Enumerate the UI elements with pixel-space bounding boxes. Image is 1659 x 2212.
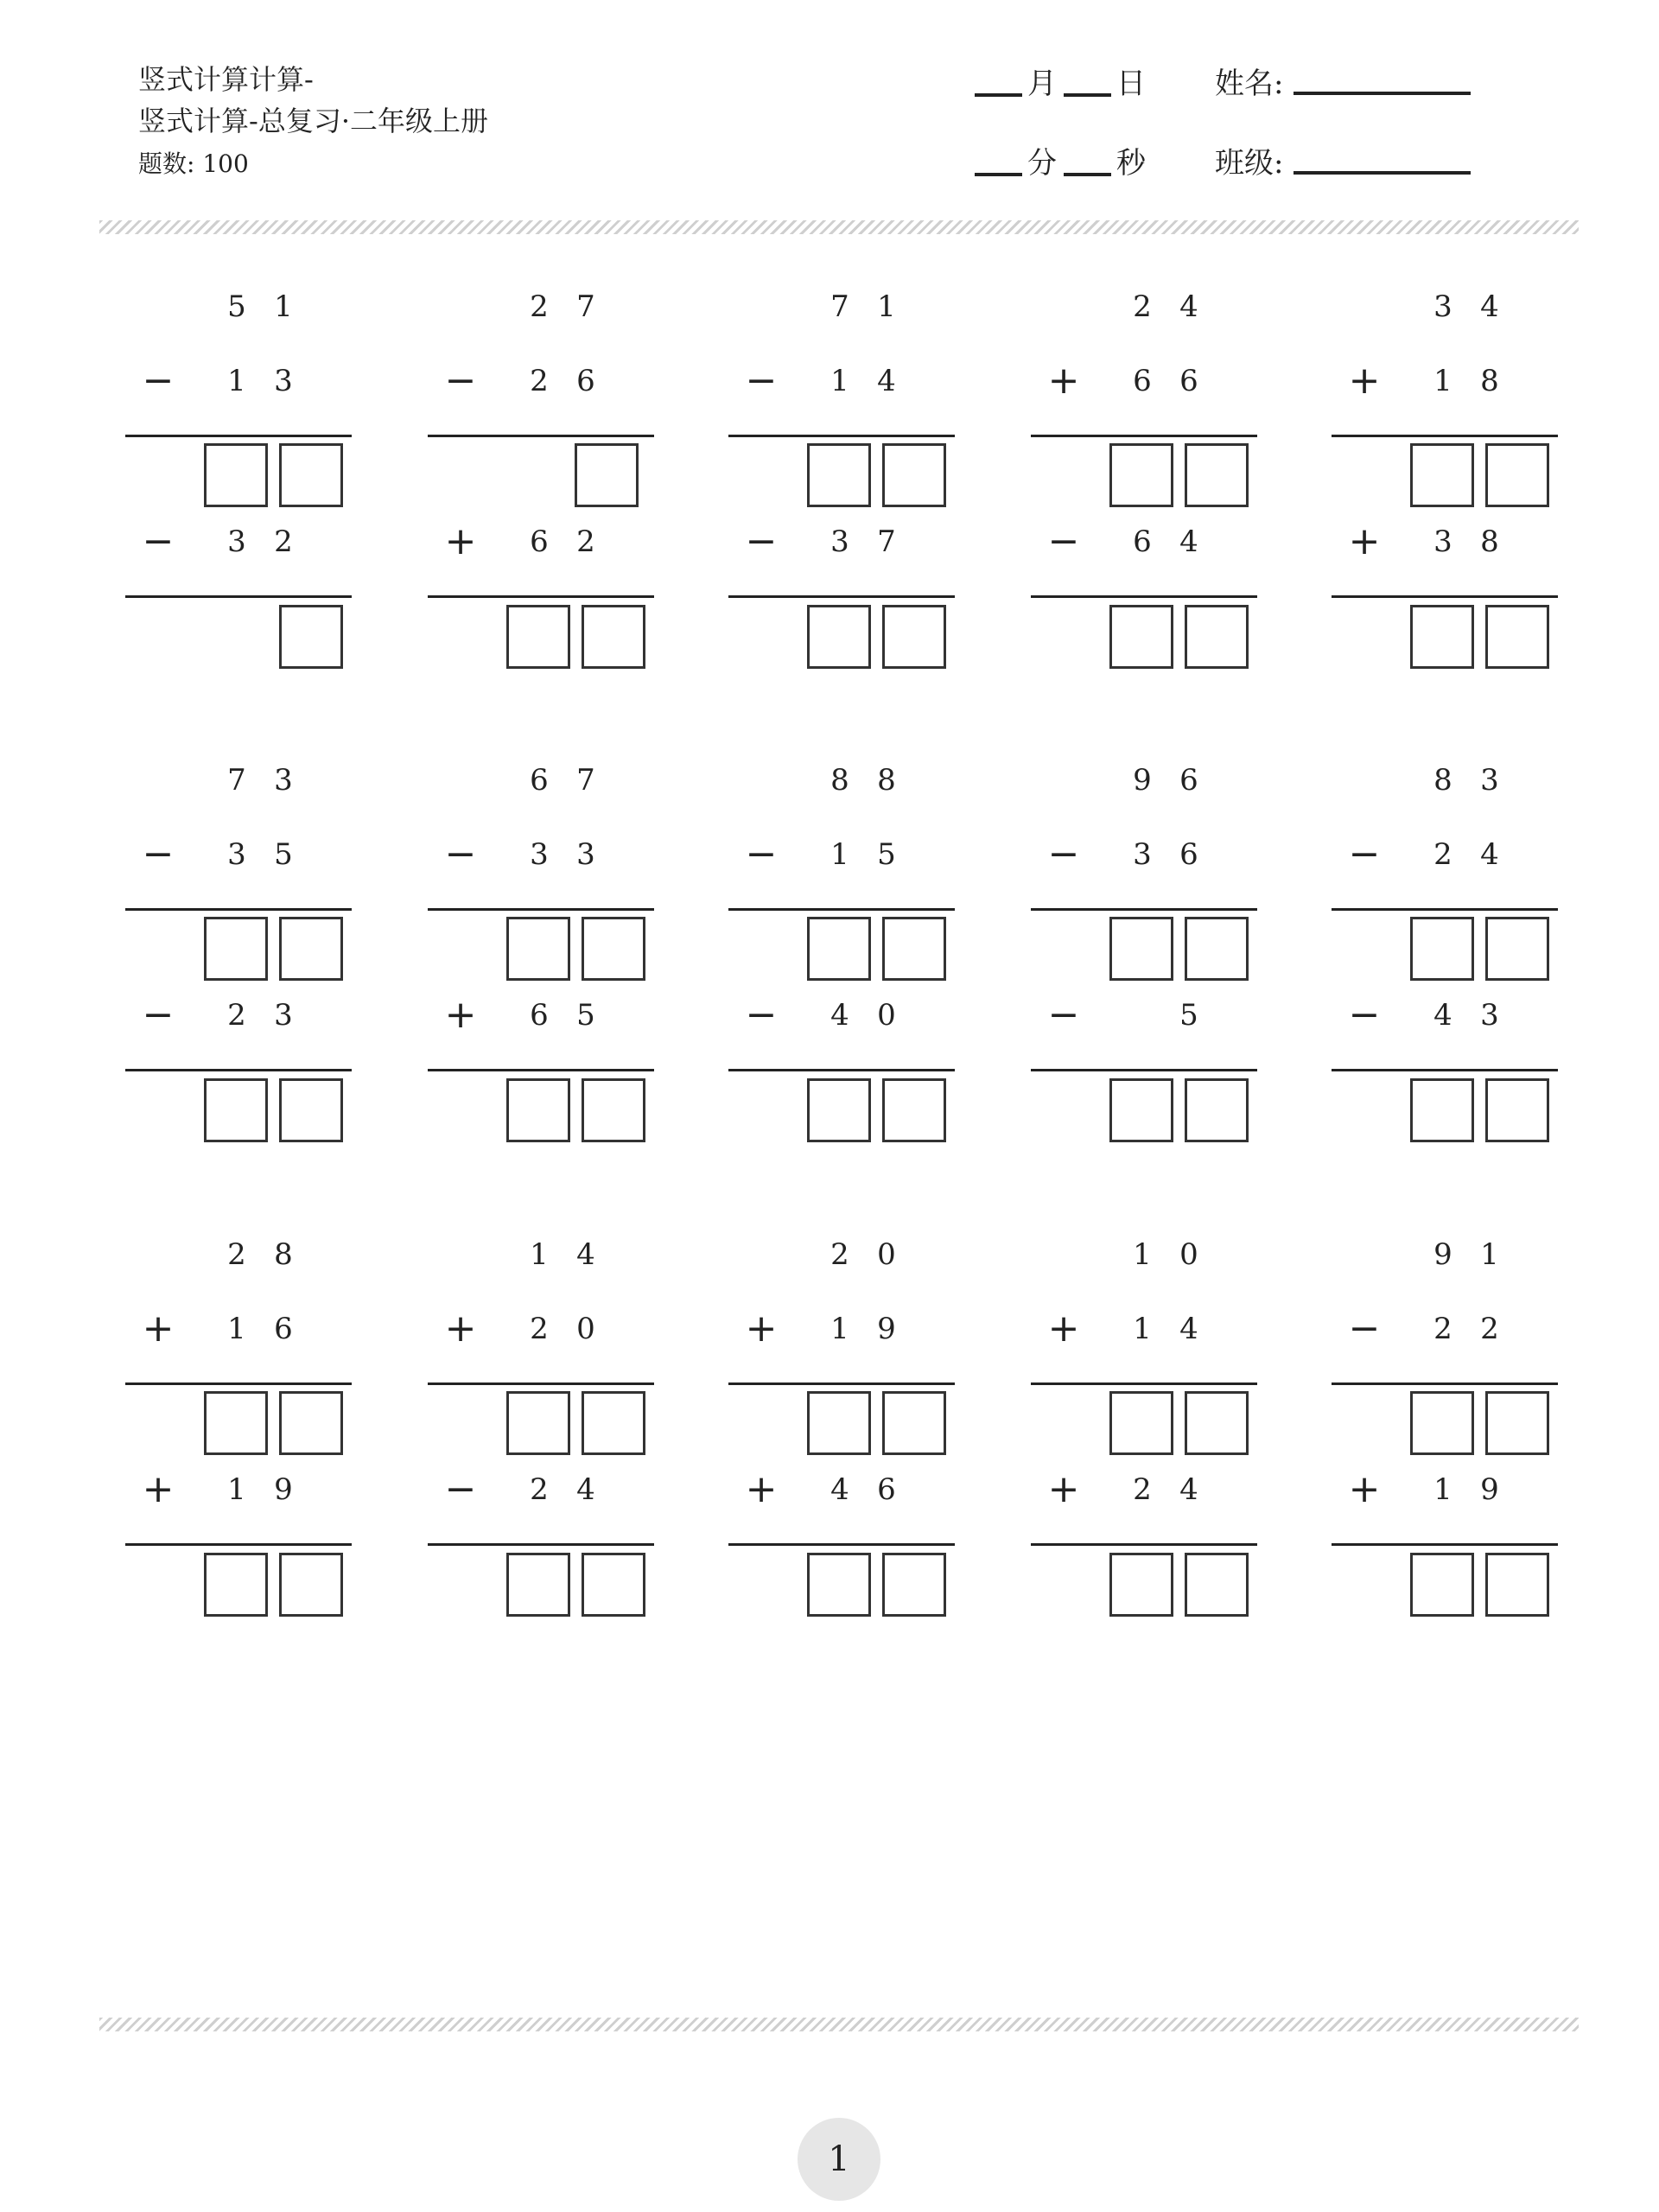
answer-box[interactable] — [204, 443, 268, 507]
vertical-problem — [125, 289, 352, 717]
answer-box[interactable] — [1485, 443, 1549, 507]
vertical-problem — [728, 289, 955, 717]
tens-digit: 1 — [227, 1472, 246, 1507]
answer-box[interactable] — [807, 917, 871, 981]
answer-box[interactable] — [1109, 917, 1173, 981]
ones-digit: 3 — [274, 763, 293, 798]
vertical-problem — [1031, 1237, 1257, 1665]
header-left — [138, 59, 488, 181]
tens-digit: 1 — [830, 1312, 849, 1346]
worksheet-subtitle: 竖式计算-总复习·二年级上册 — [138, 105, 488, 137]
answer-box[interactable] — [1185, 917, 1249, 981]
vertical-problem — [125, 1237, 352, 1665]
operator-sign: + — [1047, 1467, 1080, 1511]
sum-line — [1031, 595, 1257, 598]
tens-digit: 2 — [530, 1472, 549, 1507]
tens-digit: 9 — [1133, 763, 1152, 798]
answer-box[interactable] — [1410, 605, 1474, 669]
ones-digit: 2 — [576, 524, 595, 559]
minute-blank[interactable] — [975, 173, 1022, 176]
vertical-problem — [1332, 1237, 1558, 1665]
operator-sign: − — [745, 519, 778, 563]
ones-digit: 2 — [1480, 1312, 1499, 1346]
ones-digit: 6 — [877, 1472, 896, 1507]
tens-digit: 7 — [227, 763, 246, 798]
ones-digit: 6 — [1179, 763, 1198, 798]
tens-digit: 6 — [530, 763, 549, 798]
answer-box[interactable] — [807, 1078, 871, 1142]
month-label: 月 — [1027, 67, 1057, 101]
sum-line — [1332, 1382, 1558, 1385]
ones-digit: 4 — [1480, 289, 1499, 324]
ones-digit: 8 — [1480, 364, 1499, 398]
operator-sign: − — [1047, 832, 1080, 876]
ones-digit: 8 — [274, 1237, 293, 1272]
sum-line — [1031, 1543, 1257, 1546]
answer-box[interactable] — [807, 605, 871, 669]
answer-box[interactable] — [204, 917, 268, 981]
tens-digit: 2 — [530, 364, 549, 398]
ones-digit: 8 — [1480, 524, 1499, 559]
ones-digit: 4 — [1179, 1312, 1198, 1346]
tens-digit: 7 — [830, 289, 849, 324]
ones-digit: 5 — [1179, 998, 1198, 1033]
ones-digit: 5 — [274, 837, 293, 872]
operator-sign: − — [1348, 832, 1381, 876]
tens-digit: 2 — [1133, 1472, 1152, 1507]
tens-digit: 1 — [227, 1312, 246, 1346]
sum-line — [125, 1382, 352, 1385]
tens-digit: 6 — [1133, 524, 1152, 559]
second-label: 秒 — [1116, 146, 1146, 181]
ones-digit: 2 — [274, 524, 293, 559]
answer-box[interactable] — [1109, 443, 1173, 507]
tens-digit: 6 — [530, 998, 549, 1033]
operator-sign: − — [1047, 993, 1080, 1037]
page-number: 1 — [798, 2118, 880, 2201]
ones-digit: 7 — [576, 289, 595, 324]
tens-digit: 9 — [1433, 1237, 1452, 1272]
answer-box[interactable] — [279, 917, 343, 981]
sum-line — [728, 1543, 955, 1546]
operator-sign: − — [444, 1467, 477, 1511]
ones-digit: 0 — [877, 998, 896, 1033]
sum-line — [728, 435, 955, 437]
name-label: 姓名: — [1215, 67, 1284, 101]
tens-digit: 6 — [1133, 364, 1152, 398]
answer-box[interactable] — [1185, 605, 1249, 669]
ones-digit: 6 — [576, 364, 595, 398]
sum-line — [1031, 1382, 1257, 1385]
answer-box[interactable] — [506, 1078, 570, 1142]
answer-box[interactable] — [882, 1391, 946, 1455]
sum-line — [125, 435, 352, 437]
answer-box[interactable] — [882, 917, 946, 981]
question-count: 题数: 100 — [138, 149, 249, 178]
ones-digit: 4 — [576, 1472, 595, 1507]
tens-digit: 1 — [1133, 1237, 1152, 1272]
answer-box[interactable] — [1410, 1553, 1474, 1617]
answer-box[interactable] — [204, 1553, 268, 1617]
answer-box[interactable] — [279, 443, 343, 507]
operator-sign: + — [444, 1306, 477, 1351]
operator-sign: + — [444, 993, 477, 1037]
ones-digit: 6 — [274, 1312, 293, 1346]
sum-line — [1332, 1069, 1558, 1071]
answer-box[interactable] — [1185, 1391, 1249, 1455]
operator-sign: − — [745, 993, 778, 1037]
answer-box[interactable] — [1410, 917, 1474, 981]
answer-box[interactable] — [506, 1553, 570, 1617]
sum-line — [428, 595, 654, 598]
tens-digit: 4 — [830, 998, 849, 1033]
operator-sign: + — [745, 1306, 778, 1351]
ones-digit: 5 — [877, 837, 896, 872]
tens-digit: 1 — [1433, 1472, 1452, 1507]
ones-digit: 1 — [1480, 1237, 1499, 1272]
ones-digit: 4 — [1480, 837, 1499, 872]
vertical-problem — [428, 289, 654, 717]
operator-sign: + — [142, 1306, 175, 1351]
answer-box[interactable] — [882, 1078, 946, 1142]
month-blank[interactable] — [975, 93, 1022, 97]
operator-sign: − — [745, 832, 778, 876]
sum-line — [728, 1069, 955, 1071]
bottom-divider — [99, 2018, 1579, 2031]
sum-line — [728, 1382, 955, 1385]
ones-digit: 4 — [576, 1237, 595, 1272]
minute-label: 分 — [1027, 146, 1057, 181]
operator-sign: + — [1348, 519, 1381, 563]
answer-box[interactable] — [575, 443, 639, 507]
answer-box[interactable] — [1410, 1078, 1474, 1142]
operator-sign: − — [1047, 519, 1080, 563]
ones-digit: 6 — [1179, 364, 1198, 398]
sum-line — [428, 1543, 654, 1546]
sum-line — [125, 1069, 352, 1071]
answer-box[interactable] — [582, 1391, 645, 1455]
answer-box[interactable] — [506, 1391, 570, 1455]
tens-digit: 5 — [227, 289, 246, 324]
tens-digit: 3 — [1133, 837, 1152, 872]
ones-digit: 3 — [274, 998, 293, 1033]
answer-box[interactable] — [1485, 917, 1549, 981]
answer-box[interactable] — [1485, 1391, 1549, 1455]
answer-box[interactable] — [882, 443, 946, 507]
ones-digit: 5 — [576, 998, 595, 1033]
operator-sign: + — [444, 519, 477, 563]
operator-sign: − — [444, 359, 477, 403]
sum-line — [1332, 1543, 1558, 1546]
tens-digit: 2 — [227, 1237, 246, 1272]
answer-box[interactable] — [882, 1553, 946, 1617]
sum-line — [1332, 908, 1558, 911]
answer-box[interactable] — [807, 1391, 871, 1455]
answer-box[interactable] — [1109, 605, 1173, 669]
tens-digit: 1 — [1133, 1312, 1152, 1346]
class-label: 班级: — [1215, 146, 1284, 181]
operator-sign: − — [1348, 993, 1381, 1037]
sum-line — [428, 1382, 654, 1385]
day-blank[interactable] — [1064, 93, 1111, 97]
ones-digit: 9 — [877, 1312, 896, 1346]
day-label: 日 — [1116, 67, 1146, 101]
sum-line — [125, 595, 352, 598]
ones-digit: 1 — [274, 289, 293, 324]
tens-digit: 2 — [530, 1312, 549, 1346]
ones-digit: 0 — [877, 1237, 896, 1272]
vertical-problem — [728, 763, 955, 1191]
operator-sign: + — [142, 1467, 175, 1511]
answer-box[interactable] — [1185, 1078, 1249, 1142]
answer-box[interactable] — [204, 1391, 268, 1455]
header-right — [975, 60, 1471, 181]
ones-digit: 4 — [877, 364, 896, 398]
ones-digit: 9 — [274, 1472, 293, 1507]
operator-sign: + — [1348, 1467, 1381, 1511]
answer-box[interactable] — [279, 1553, 343, 1617]
tens-digit: 1 — [1433, 364, 1452, 398]
tens-digit: 2 — [1433, 1312, 1452, 1346]
vertical-problem — [125, 763, 352, 1191]
tens-digit: 2 — [530, 289, 549, 324]
ones-digit: 4 — [1179, 524, 1198, 559]
answer-box[interactable] — [279, 1391, 343, 1455]
ones-digit: 4 — [1179, 1472, 1198, 1507]
vertical-problem — [1332, 763, 1558, 1191]
operator-sign: + — [745, 1467, 778, 1511]
answer-box[interactable] — [882, 605, 946, 669]
tens-digit: 2 — [227, 998, 246, 1033]
worksheet-title: 竖式计算计算- — [138, 63, 314, 96]
ones-digit: 1 — [877, 289, 896, 324]
answer-box[interactable] — [1109, 1078, 1173, 1142]
answer-box[interactable] — [1485, 605, 1549, 669]
tens-digit: 2 — [1433, 837, 1452, 872]
ones-digit: 6 — [1179, 837, 1198, 872]
answer-box[interactable] — [582, 1553, 645, 1617]
second-blank[interactable] — [1064, 173, 1111, 176]
answer-box[interactable] — [1410, 1391, 1474, 1455]
ones-digit: 3 — [274, 364, 293, 398]
vertical-problem — [1031, 763, 1257, 1191]
operator-sign: − — [1348, 1306, 1381, 1351]
answer-box[interactable] — [506, 917, 570, 981]
tens-digit: 6 — [530, 524, 549, 559]
name-field[interactable] — [1294, 92, 1471, 95]
answer-box[interactable] — [1109, 1553, 1173, 1617]
sum-line — [728, 908, 955, 911]
tens-digit: 1 — [830, 364, 849, 398]
sum-line — [428, 908, 654, 911]
tens-digit: 3 — [830, 524, 849, 559]
answer-box[interactable] — [1109, 1391, 1173, 1455]
answer-box[interactable] — [1185, 443, 1249, 507]
tens-digit: 3 — [1433, 289, 1452, 324]
ones-digit: 8 — [877, 763, 896, 798]
answer-box[interactable] — [204, 1078, 268, 1142]
answer-box[interactable] — [582, 917, 645, 981]
tens-digit: 8 — [1433, 763, 1452, 798]
tens-digit: 3 — [530, 837, 549, 872]
ones-digit: 9 — [1480, 1472, 1499, 1507]
ones-digit: 7 — [877, 524, 896, 559]
answer-box[interactable] — [279, 1078, 343, 1142]
tens-digit: 1 — [830, 837, 849, 872]
tens-digit: 2 — [830, 1237, 849, 1272]
answer-box[interactable] — [807, 1553, 871, 1617]
top-divider — [99, 220, 1579, 234]
answer-box[interactable] — [506, 605, 570, 669]
vertical-problem — [1332, 289, 1558, 717]
answer-box[interactable] — [1485, 1078, 1549, 1142]
ones-digit: 3 — [1480, 998, 1499, 1033]
vertical-problem — [1031, 289, 1257, 717]
answer-box[interactable] — [1410, 443, 1474, 507]
sum-line — [1031, 908, 1257, 911]
ones-digit: 0 — [1179, 1237, 1198, 1272]
sum-line — [1332, 435, 1558, 437]
answer-box[interactable] — [807, 443, 871, 507]
operator-sign: − — [142, 993, 175, 1037]
vertical-problem — [728, 1237, 955, 1665]
operator-sign: − — [142, 359, 175, 403]
sum-line — [728, 595, 955, 598]
tens-digit: 4 — [1433, 998, 1452, 1033]
operator-sign: + — [1047, 1306, 1080, 1351]
ones-digit: 7 — [576, 763, 595, 798]
ones-digit: 3 — [1480, 763, 1499, 798]
vertical-problem — [428, 763, 654, 1191]
sum-line — [125, 908, 352, 911]
answer-box[interactable] — [582, 1078, 645, 1142]
operator-sign: − — [745, 359, 778, 403]
class-field[interactable] — [1294, 171, 1471, 175]
sum-line — [1332, 595, 1558, 598]
sum-line — [1031, 435, 1257, 437]
tens-digit: 4 — [830, 1472, 849, 1507]
ones-digit: 4 — [1179, 289, 1198, 324]
tens-digit: 1 — [227, 364, 246, 398]
sum-line — [428, 1069, 654, 1071]
tens-digit: 1 — [530, 1237, 549, 1272]
operator-sign: − — [142, 519, 175, 563]
tens-digit: 3 — [1433, 524, 1452, 559]
operator-sign: + — [1047, 359, 1080, 403]
operator-sign: + — [1348, 359, 1381, 403]
tens-digit: 3 — [227, 837, 246, 872]
answer-box[interactable] — [279, 605, 343, 669]
operator-sign: − — [142, 832, 175, 876]
answer-box[interactable] — [1485, 1553, 1549, 1617]
ones-digit: 3 — [576, 837, 595, 872]
vertical-problem — [428, 1237, 654, 1665]
tens-digit: 2 — [1133, 289, 1152, 324]
answer-box[interactable] — [1185, 1553, 1249, 1617]
sum-line — [125, 1543, 352, 1546]
tens-digit: 8 — [830, 763, 849, 798]
tens-digit: 3 — [227, 524, 246, 559]
ones-digit: 0 — [576, 1312, 595, 1346]
sum-line — [428, 435, 654, 437]
sum-line — [1031, 1069, 1257, 1071]
operator-sign: − — [444, 832, 477, 876]
answer-box[interactable] — [582, 605, 645, 669]
